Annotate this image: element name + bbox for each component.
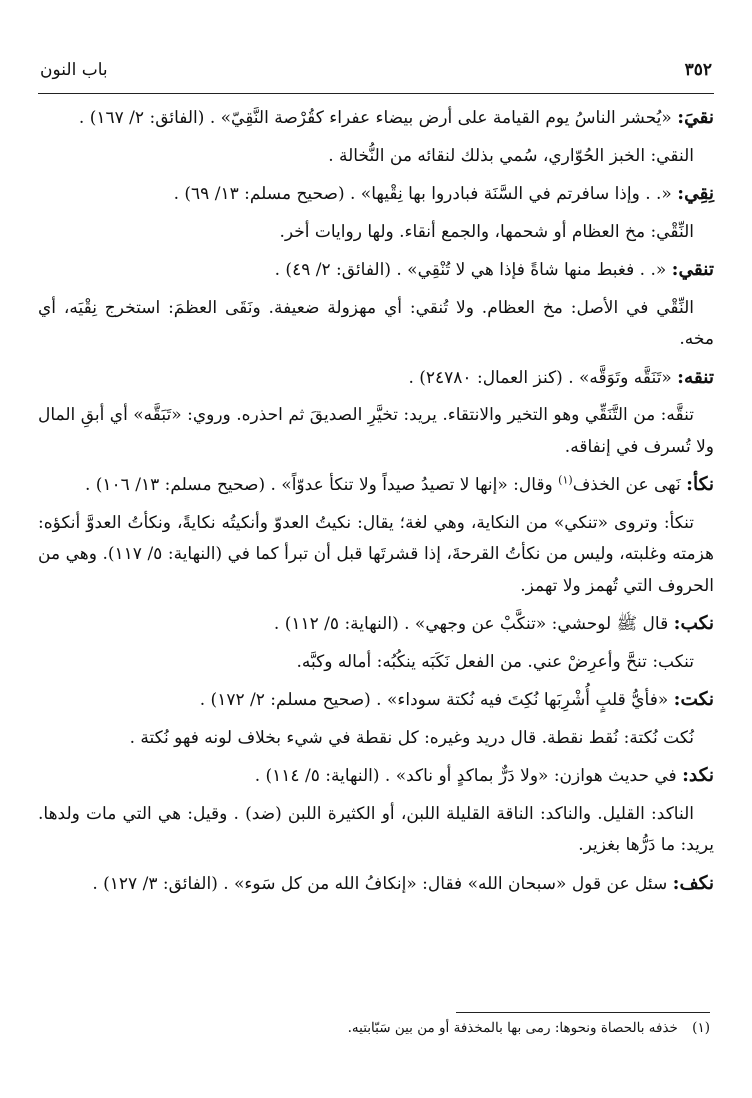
entry-text: الناكد: القليل. والناكد: الناقة القليلة اللبن، أو الكثيرة اللبن (ضد) . وقيل: هي التي مات ولدها. يريد: ما دَرُّها بغزير.	[38, 803, 714, 855]
footnote-rule	[456, 1012, 710, 1013]
entry-text: «. . فغبط منها شاةً فإذا هي لا تُنْقِي» . (الفائق: ٢/ ٤٩) .	[274, 260, 672, 280]
headword: نكف:	[672, 872, 714, 894]
entry-citation	[38, 868, 714, 901]
entry-text: النِّقْي: مخ العظام أو شحمها، والجمع أنقاء. ولها روايات أخر.	[279, 221, 694, 242]
footnote-reference: (١)	[558, 473, 573, 487]
entry-text: تنقَّه: من التَّنَقِّي وهو التخير والانتقاء. يريد: تخيَّرِ الصديقَ ثم احذره. وروي: «تَبَقَّه» أي أبقِ المال ولا تُسرف في إنفاقه.	[38, 405, 714, 457]
entry-citation	[38, 608, 714, 641]
headword: نكت:	[673, 689, 714, 710]
entry-explanation	[38, 647, 714, 679]
footnote	[240, 1017, 710, 1039]
entry-text: «يُحشر الناسُ يوم القيامة على أرض بيضاء عفراء كقُرْصة النَّقِيّ» . (الفائق: ٢/ ١٦٧) .	[78, 108, 678, 128]
entry-text: «. . وإذا سافرتم في السَّنَة فبادروا بها نِقْيها» . (صحيح مسلم: ١٣/ ٦٩) .	[173, 184, 678, 204]
entry-text: نَهى عن الخذف	[572, 475, 687, 495]
section-title: باب النون	[40, 60, 108, 80]
entry-explanation	[38, 141, 714, 173]
entry-explanation	[38, 217, 714, 249]
entry-explanation	[38, 799, 714, 862]
entry-text-continued: وقال: «إنها لا تصيدُ صيداً ولا تنكأ عدوّاً» . (صحيح مسلم: ١٣/ ١٠٦) .	[84, 475, 559, 495]
entry-citation	[38, 760, 714, 793]
entry-text: تنكب: تنحَّ وأعرِضْ عني. من الفعل نَكَبَه ينكُبُه: أماله وكبَّه.	[296, 651, 694, 672]
footnote-text: خذفه بالحصاة ونحوها: رمى بها بالمخذفة أو من بين سَبّابتيه.	[347, 1020, 678, 1036]
entry-text: سئل عن قول «سبحان الله» فقال: «إنكافُ الله من كل سَوء» . (الفائق: ٣/ ١٢٧) .	[92, 873, 673, 894]
entry-text: «تَنَقَّه وتَوَقَّه» . (كنز العمال: ٢٤٧٨٠) .	[408, 367, 678, 388]
headword: تنقه:	[677, 366, 714, 388]
entry-text: قال ﷺ لوحشي: «تنكَّبْ عن وجهي» . (النهاية: ٥/ ١١٢) .	[273, 614, 674, 634]
headword: تنقي:	[671, 259, 714, 280]
headword: نقيَ:	[677, 107, 714, 128]
entry-explanation	[38, 508, 714, 603]
entry-explanation	[38, 293, 714, 356]
entry-text: نُكت نُكتة: نُقط نقطة. قال دريد وغيره: كل نقطة في شيء بخلاف لونه فهو نُكتة .	[129, 727, 694, 748]
entry-text: «فأيُّ قلبٍ أُشْرِبَها نُكِتَ فيه نُكتة سوداء» . (صحيح مسلم: ٢/ ١٧٢) .	[199, 690, 674, 710]
entry-text: النِّقْي في الأصل: مخ العظام. ولا تُنقي: أي مهزولة ضعيفة. ونَقَى العظمَ: استخرج نِقْيَه، أي مخه.	[38, 297, 714, 349]
headword: نكأ:	[686, 474, 714, 495]
headword: نِقِي:	[677, 183, 714, 204]
entry-citation	[38, 254, 714, 287]
entry-citation	[38, 684, 714, 717]
headword: نكب:	[673, 613, 714, 634]
entry-citation	[38, 469, 714, 502]
entry-explanation	[38, 400, 714, 463]
header-rule	[38, 93, 714, 94]
entry-citation	[38, 362, 714, 395]
running-header	[38, 60, 714, 88]
headword: نكد:	[682, 765, 714, 786]
entry-text: النقي: الخبز الحُوّاري، سُمي بذلك لنقائه من النُّخالة .	[328, 145, 694, 166]
entry-citation	[38, 102, 714, 135]
page-number: ٣٥٢	[684, 60, 712, 80]
entry-text: تنكأ: وتروى «تنكي» من النكاية، وهي لغة؛ يقال: نكيتُ العدوّ وأنكيتُه نكايةً، ونكأتُ العدوَّ أنكؤه: هزمته وغلبته، وليس من نكأتُ القرحةَ، إذا قشرتَها قبل أن تبرأ كما في (النهاية: ٥/ ١١٧). وهي من الحروف التي تُهمز ولا تهمز.	[38, 512, 714, 596]
entry-citation	[38, 178, 714, 211]
entry-text: في حديث هوازن: «ولا دَرٌّ بماكدٍ أو ناكد» . (النهاية: ٥/ ١١٤) .	[254, 766, 683, 786]
dictionary-body	[38, 102, 714, 906]
footnote-number: (١)	[692, 1020, 710, 1036]
entry-explanation	[38, 723, 714, 755]
